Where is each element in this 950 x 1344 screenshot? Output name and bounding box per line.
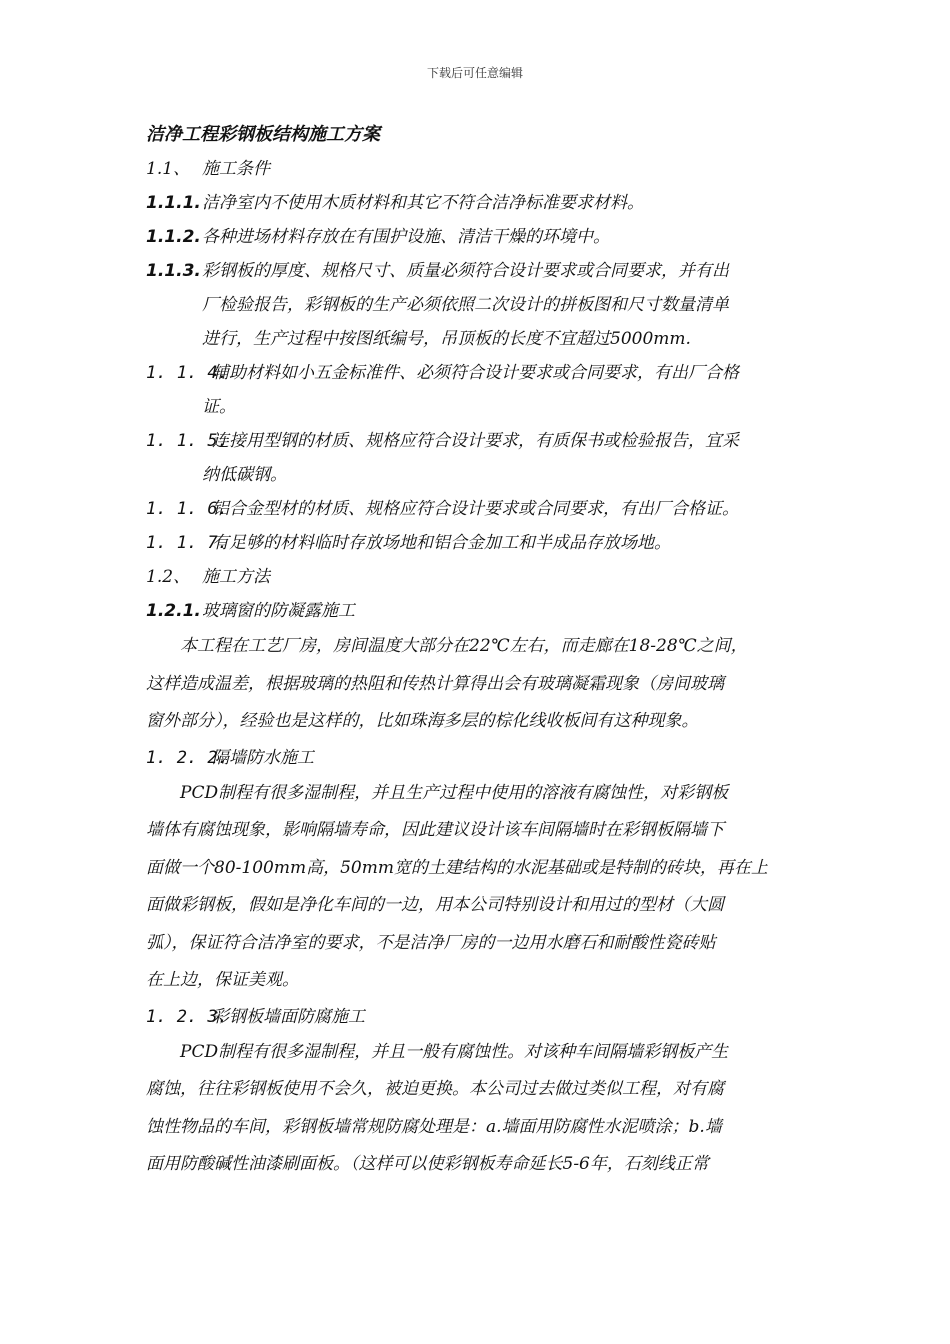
item-1-2-2	[146, 741, 810, 775]
page-header: 下载后可任意编辑	[426, 66, 523, 80]
paragraph-line: PCD制程有很多湿制程，并且生产过程中使用的溶液有腐蚀性，对彩钢板	[180, 782, 729, 803]
paragraph-line: 面做彩钢板，假如是净化车间的一边，用本公司特别设计和用过的型材（大圆	[146, 895, 724, 915]
paragraph-line: 面做一个80-100mm高，50mm宽的土建结构的水泥基础或是特制的砖块，再在上	[146, 857, 768, 878]
item-text: 隔墙防水施工	[212, 747, 314, 768]
paragraph-line: 面用防酸碱性油漆刷面板。（这样可以使彩钢板寿命延长5-6年，石刻线正常	[146, 1154, 709, 1174]
item-number: 1.1.3.	[146, 261, 201, 281]
item-text: 玻璃窗的防凝露施工	[202, 601, 355, 621]
item-1-1-5	[146, 424, 810, 458]
item-text-line: 连接用型钢的材质、规格应符合设计要求，有质保书或检验报告，宜采	[212, 431, 739, 451]
item-number: 1. 1. 5.	[146, 431, 228, 451]
section-label: 施工方法	[202, 567, 270, 587]
item-1-1-3	[146, 254, 810, 288]
item-1-2-1	[146, 594, 810, 628]
item-text: 铝合金型材的材质、规格应符合设计要求或合同要求，有出厂合格证。	[212, 499, 739, 519]
paragraph-line: 这样造成温差，根据玻璃的热阻和传热计算得出会有玻璃凝霜现象（房间玻璃	[146, 673, 724, 694]
item-text: 洁净室内不使用木质材料和其它不符合洁净标准要求材料。	[202, 193, 644, 213]
paragraph-line: PCD制程有很多湿制程，并且一般有腐蚀性。对该种车间隔墙彩钢板产生	[180, 1041, 729, 1062]
item-1-2-3	[146, 1000, 810, 1034]
section-label: 施工条件	[202, 159, 270, 179]
document-body	[146, 118, 810, 1184]
item-1-1-2	[146, 220, 810, 254]
paragraph-line: 蚀性物品的车间，彩钢板墙常规防腐处理是：a.墙面用防腐性水泥喷涂；b.墙	[146, 1116, 722, 1137]
item-text: 彩钢板墙面防腐施工	[212, 1006, 365, 1027]
section-number: 1.1、	[146, 159, 191, 179]
item-number: 1. 2. 2.	[146, 747, 228, 768]
item-text: 有足够的材料临时存放场地和铝合金加工和半成品存放场地。	[212, 533, 671, 553]
document-title: 洁净工程彩钢板结构施工方案	[146, 124, 380, 145]
item-number: 1. 1. 7.	[146, 533, 228, 553]
paragraph-line: 本工程在工艺厂房，房间温度大部分在22℃左右，而走廊在18-28℃之间，	[180, 636, 748, 656]
section-number: 1.2、	[146, 567, 191, 587]
section-1-1	[146, 152, 810, 186]
item-continuation: 进行，生产过程中按图纸编号，吊顶板的长度不宜超过5000mm.	[202, 329, 691, 349]
item-number: 1. 1. 4.	[146, 363, 228, 383]
paragraph-line: 腐蚀，往往彩钢板使用不会久，被迫更换。本公司过去做过类似工程，对有腐	[146, 1079, 724, 1099]
paragraph-line: 窗外部分），经验也是这样的，比如珠海多层的棕化线收板间有这种现象。	[146, 711, 699, 731]
item-number: 1. 2. 3.	[146, 1006, 228, 1027]
item-continuation: 纳低碳钢。	[202, 465, 287, 485]
item-text-line: 彩钢板的厚度、规格尺寸、质量必须符合设计要求或合同要求，并有出	[202, 261, 729, 281]
item-number: 1.1.2.	[146, 227, 201, 247]
item-1-1-7	[146, 526, 810, 560]
paragraph-line: 弧），保证符合洁净室的要求，不是洁净厂房的一边用水磨石和耐酸性瓷砖贴	[146, 932, 716, 953]
item-number: 1. 1. 6.	[146, 499, 228, 519]
item-number: 1.2.1.	[146, 601, 201, 621]
section-1-2	[146, 560, 810, 594]
item-1-1-4	[146, 356, 810, 390]
paragraph-line: 墙体有腐蚀现象，影响隔墙寿命，因此建议设计该车间隔墙时在彩钢板隔墙下	[146, 820, 724, 840]
item-continuation: 厂检验报告，彩钢板的生产必须依照二次设计的拼板图和尺寸数量清单	[202, 295, 729, 315]
item-text: 各种进场材料存放在有围护设施、清洁干燥的环境中。	[202, 227, 610, 247]
item-1-1-6	[146, 492, 810, 526]
item-text-line: 辅助材料如小五金标准件、必须符合设计要求或合同要求，有出厂合格	[212, 363, 739, 383]
item-1-1-1	[146, 186, 810, 220]
item-continuation: 证。	[202, 397, 236, 417]
item-number: 1.1.1.	[146, 193, 201, 213]
paragraph-line: 在上边，保证美观。	[146, 970, 299, 990]
